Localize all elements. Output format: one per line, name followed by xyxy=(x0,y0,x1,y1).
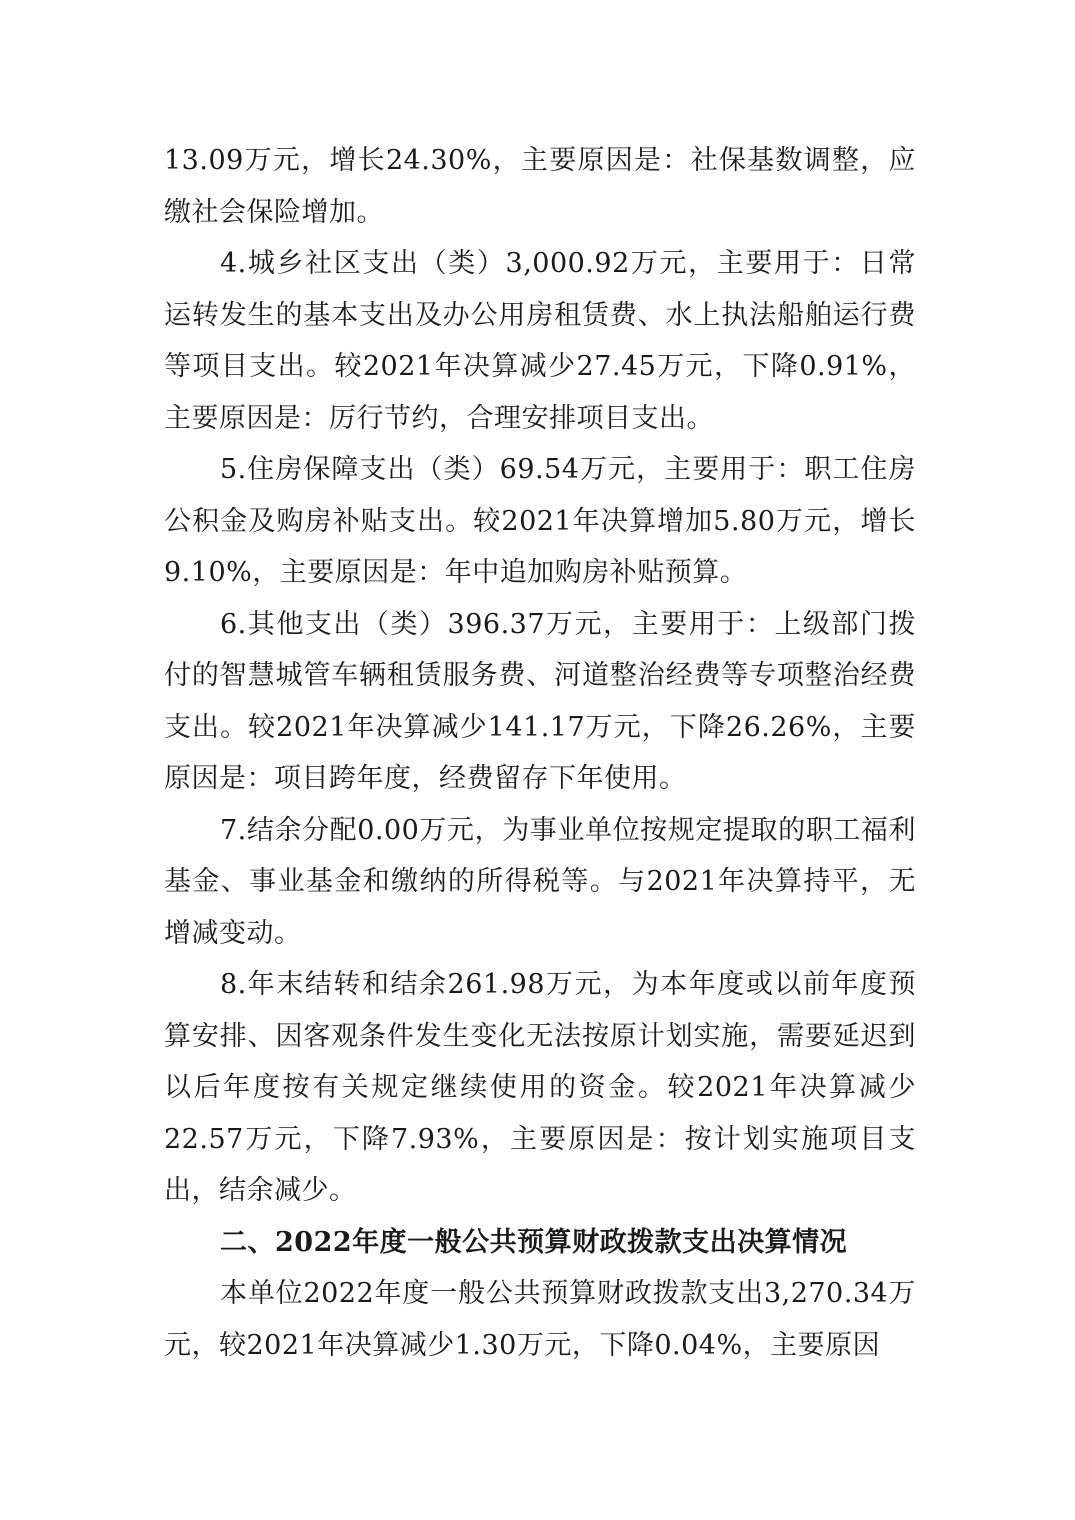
paragraph-surplus-distribution: 7.结余分配0.00万元，为事业单位按规定提取的职工福利基金、事业基金和缴纳的所得税等。与2021年决算持平，无增减变动。 xyxy=(164,814,916,949)
paragraph-general-budget-summary: 本单位2022年度一般公共预算财政拨款支出3,270.34万元，较2021年决算减少1.30万元，下降0.04%，主要原因 xyxy=(164,1278,916,1361)
document-body xyxy=(164,135,916,1371)
paragraph-social-insurance-continued: 13.09万元，增长24.30%，主要原因是：社保基数调整，应缴社会保险增加。 xyxy=(164,145,916,228)
paragraph-other-expenditure: 6.其他支出（类）396.37万元，主要用于：上级部门拨付的智慧城管车辆租赁服务费、河道整治经费等专项整治经费支出。较2021年决算减少141.17万元，下降26.26%，主要原因是：项目跨年度，经费留存下年使用。 xyxy=(164,608,916,794)
paragraph-housing-security-expenditure: 5.住房保障支出（类）69.54万元，主要用于：职工住房公积金及购房补贴支出。较2021年决算增加5.80万元，增长9.10%，主要原因是：年中追加购房补贴预算。 xyxy=(164,454,916,588)
paragraph-year-end-carryover: 8.年末结转和结余261.98万元，为本年度或以前年度预算安排、因客观条件发生变化无法按原计划实施，需要延迟到以后年度按有关规定继续使用的资金。较2021年决算减少22.57万元，下降7.93%，主要原因是：按计划实施项目支出，结余减少。 xyxy=(164,969,916,1206)
section-heading: 二、2022年度一般公共预算财政拨款支出决算情况 xyxy=(220,1226,848,1258)
paragraph-urban-rural-community-expenditure: 4.城乡社区支出（类）3,000.92万元，主要用于：日常运转发生的基本支出及办公用房租赁费、水上执法船舶运行费等项目支出。较2021年决算减少27.45万元，下降0.91%，主要原因是：厉行节约，合理安排项目支出。 xyxy=(164,248,916,434)
